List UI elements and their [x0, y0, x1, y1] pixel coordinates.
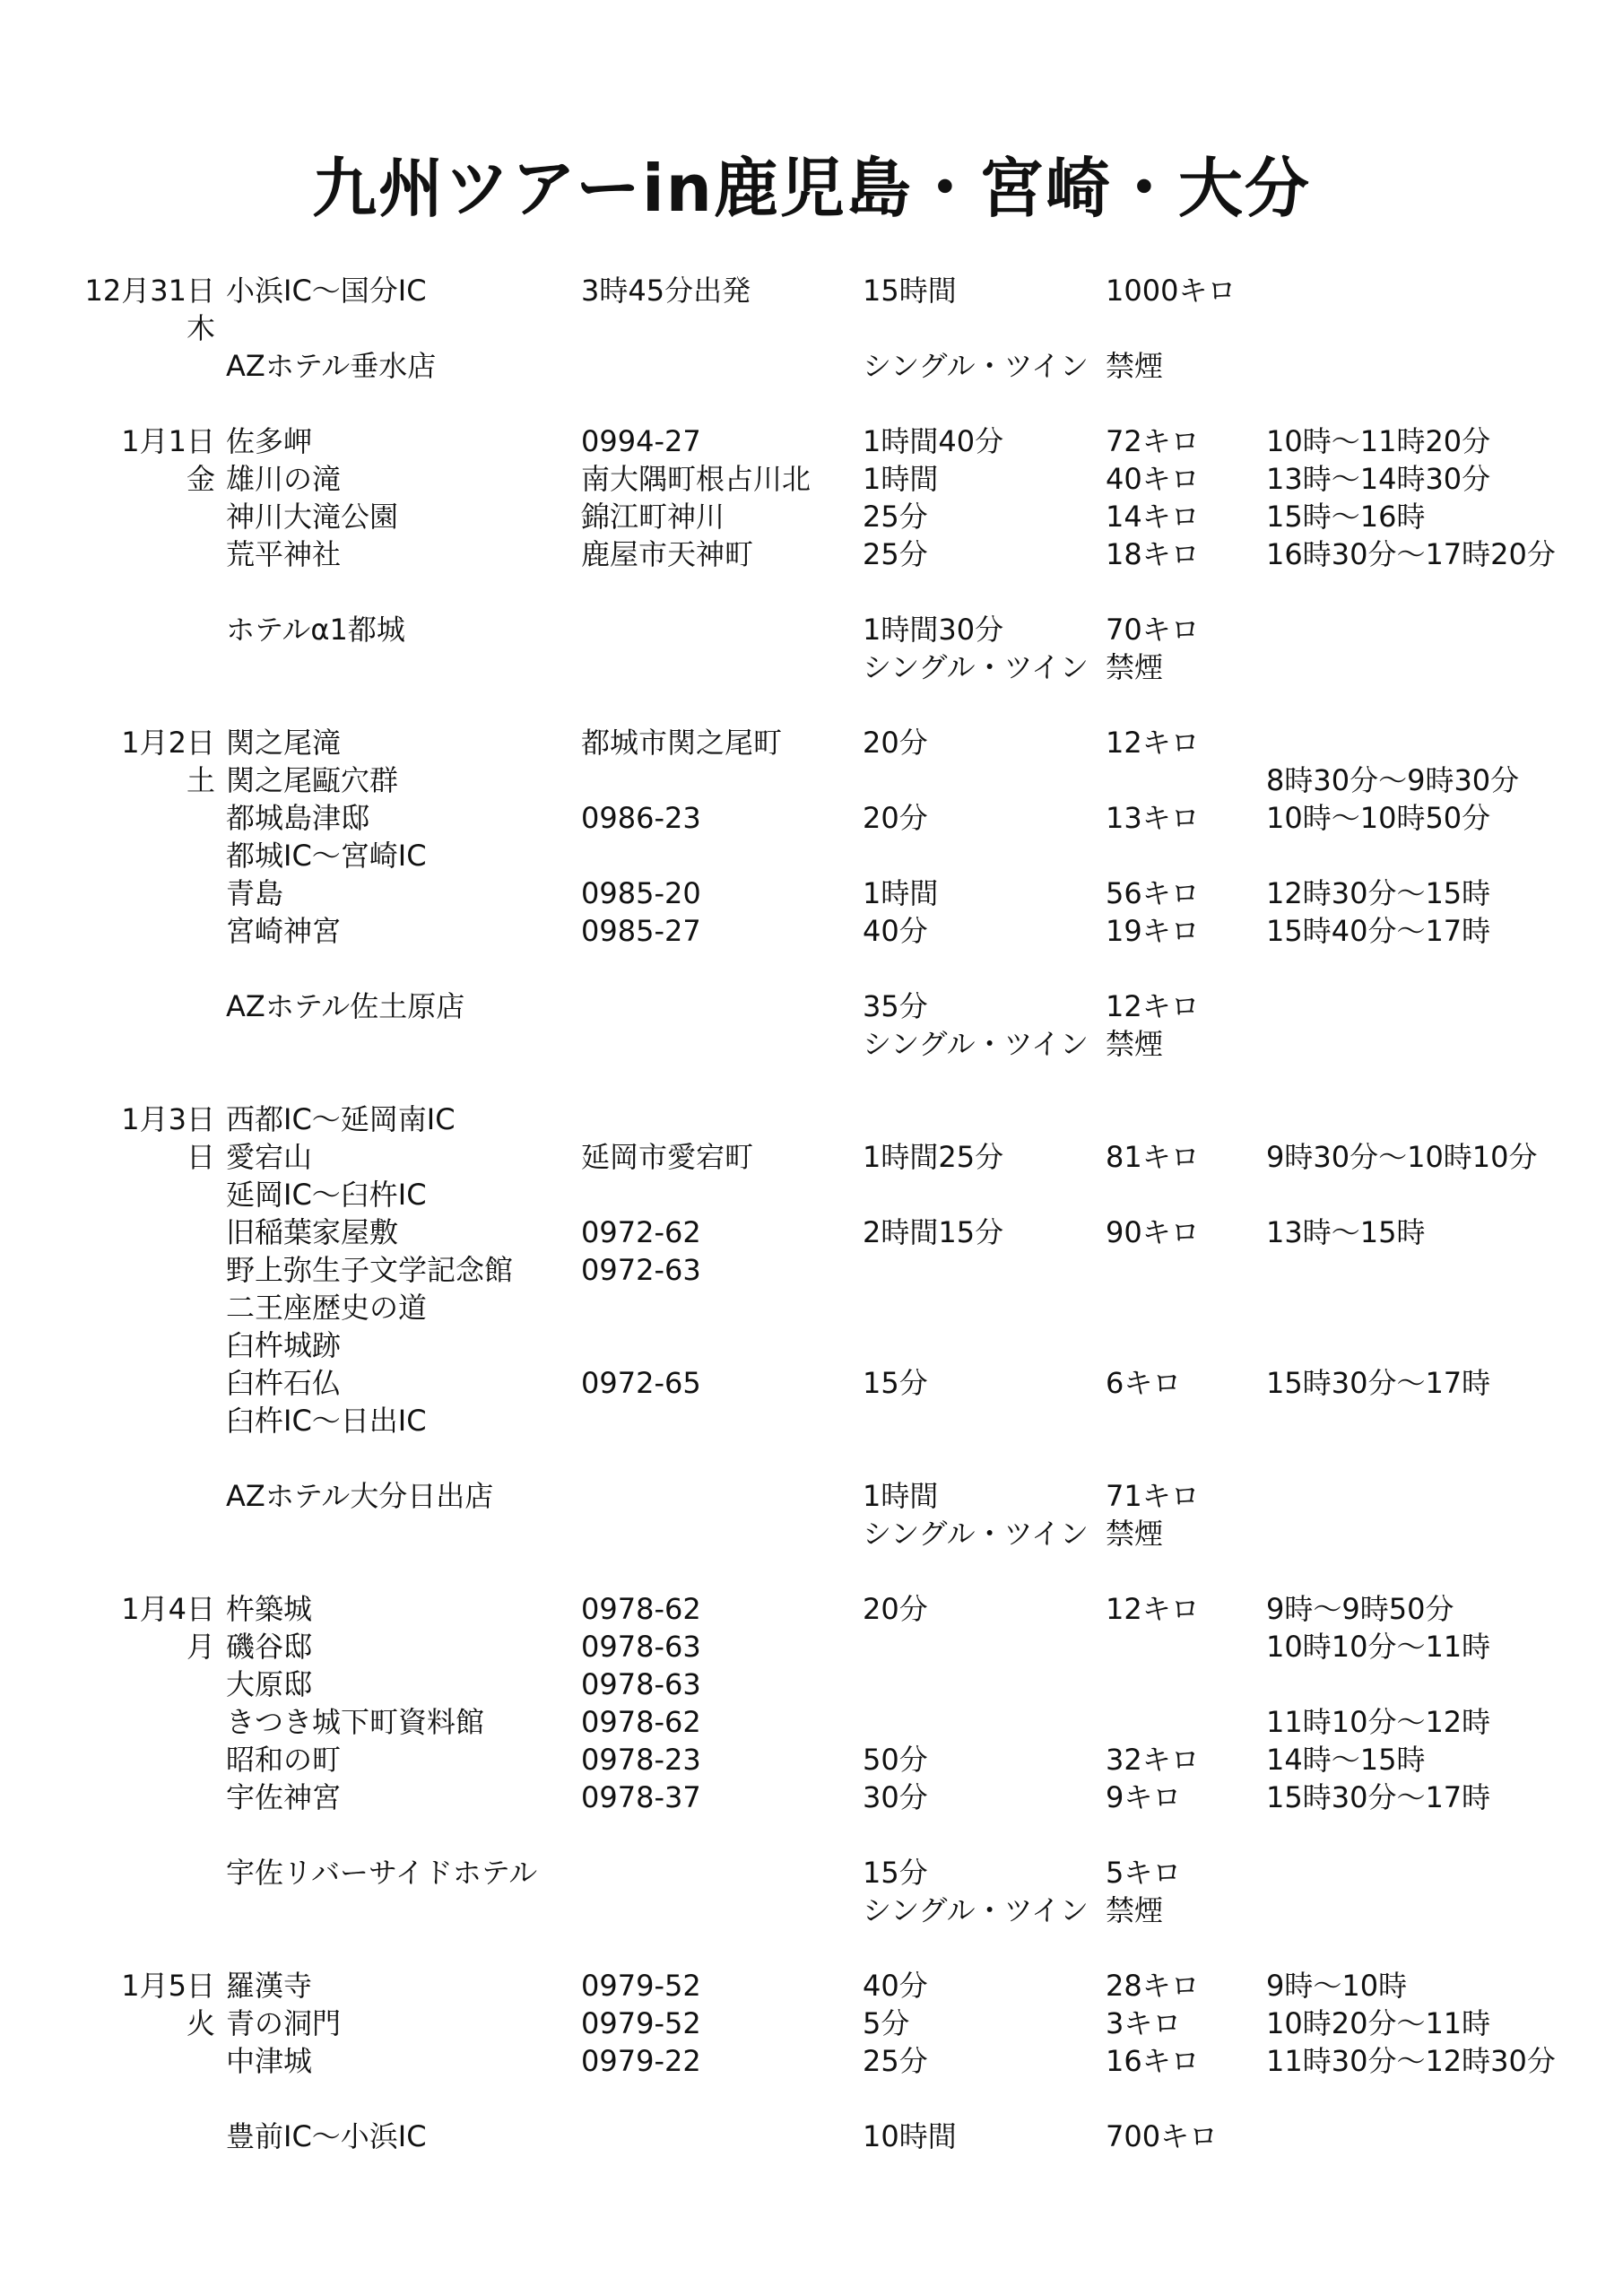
info-cell: 0979-22 [581, 2044, 701, 2078]
duration-cell: 2時間15分 [863, 1215, 1004, 1249]
place-cell: 雄川の滝 [226, 462, 342, 496]
distance-cell: 禁煙 [1106, 650, 1164, 684]
duration-cell: 1時間30分 [863, 613, 1004, 647]
place-cell: 神川大滝公園 [226, 500, 399, 534]
itinerary-row [0, 837, 1623, 874]
hours-cell: 9時～10時 [1266, 1969, 1408, 2003]
itinerary-row [0, 1779, 1623, 1816]
distance-cell: 5キロ [1106, 1856, 1182, 1890]
hours-cell: 15時～16時 [1266, 500, 1426, 534]
duration-cell: 25分 [863, 537, 928, 571]
info-cell: 錦江町神川 [581, 500, 725, 534]
itinerary-row [0, 1590, 1623, 1628]
distance-cell: 12キロ [1106, 1592, 1200, 1626]
place-cell: 臼杵石仏 [226, 1366, 342, 1400]
distance-cell: 71キロ [1106, 1479, 1200, 1513]
hours-cell: 15時40分～17時 [1266, 914, 1491, 948]
distance-cell: 3キロ [1106, 2006, 1182, 2040]
distance-cell: 90キロ [1106, 1215, 1200, 1249]
hours-cell: 10時10分～11時 [1266, 1630, 1491, 1664]
itinerary-row [0, 1515, 1623, 1552]
info-cell: 0986-23 [581, 801, 701, 835]
distance-cell: 禁煙 [1106, 1893, 1164, 1927]
day-cell: 1月3日 [121, 1102, 215, 1136]
place-cell: 宇佐神宮 [226, 1780, 342, 1814]
info-cell: 0985-27 [581, 914, 701, 948]
duration-cell: 20分 [863, 1592, 928, 1626]
itinerary-row [0, 1477, 1623, 1515]
duration-cell: 20分 [863, 726, 928, 760]
distance-cell: 1000キロ [1106, 274, 1237, 308]
info-cell: 0972-62 [581, 1215, 701, 1249]
duration-cell: シングル・ツイン [863, 1517, 1089, 1551]
duration-cell: 1時間 [863, 876, 939, 910]
duration-cell: 40分 [863, 1969, 928, 2003]
place-cell: きつき城下町資料館 [226, 1705, 485, 1739]
place-cell: 小浜IC～国分IC [226, 274, 427, 308]
place-cell: 佐多岬 [226, 424, 313, 458]
place-cell: 宮崎神宮 [226, 914, 342, 948]
distance-cell: 12キロ [1106, 726, 1200, 760]
place-cell: 旧稲葉家屋敷 [226, 1215, 399, 1249]
place-cell: 昭和の町 [226, 1743, 342, 1777]
itinerary-row [0, 1439, 1623, 1477]
info-cell: 南大隅町根占川北 [581, 462, 812, 496]
itinerary-row [0, 460, 1623, 498]
duration-cell: シングル・ツイン [863, 1893, 1089, 1927]
itinerary-row [0, 2005, 1623, 2042]
itinerary-row [0, 1063, 1623, 1100]
itinerary-row [0, 648, 1623, 686]
info-cell: 都城市関之尾町 [581, 726, 783, 760]
itinerary-row [0, 1665, 1623, 1703]
day-cell: 12月31日 [84, 274, 215, 308]
hours-cell: 10時20分～11時 [1266, 2006, 1491, 2040]
place-cell: 荒平神社 [226, 537, 342, 571]
distance-cell: 72キロ [1106, 424, 1200, 458]
itinerary-row [0, 1816, 1623, 1854]
duration-cell: シングル・ツイン [863, 650, 1089, 684]
itinerary-row [0, 761, 1623, 799]
place-cell: 都城島津邸 [226, 801, 370, 835]
duration-cell: 15時間 [863, 274, 957, 308]
itinerary-row [0, 498, 1623, 535]
distance-cell: 40キロ [1106, 462, 1200, 496]
itinerary-row [0, 272, 1623, 309]
itinerary-row [0, 1100, 1623, 1138]
duration-cell: シングル・ツイン [863, 349, 1089, 383]
itinerary-row [0, 2080, 1623, 2118]
duration-cell: 25分 [863, 2044, 928, 2078]
place-cell: 豊前IC～小浜IC [226, 2119, 427, 2153]
distance-cell: 81キロ [1106, 1140, 1200, 1174]
info-cell: 0979-52 [581, 1969, 701, 2003]
day-cell: 1月2日 [121, 726, 215, 760]
itinerary-row [0, 799, 1623, 837]
itinerary-row [0, 385, 1623, 422]
itinerary-row [0, 912, 1623, 950]
itinerary-row [0, 535, 1623, 573]
itinerary-row [0, 950, 1623, 987]
itinerary-row [0, 1929, 1623, 1967]
place-cell: 青の洞門 [226, 2006, 342, 2040]
day-cell: 土 [186, 763, 215, 797]
info-cell: 鹿屋市天神町 [581, 537, 754, 571]
place-cell: 都城IC～宮崎IC [226, 839, 427, 873]
page-title: 九州ツアーin鹿児島・宮崎・大分 [312, 151, 1311, 226]
day-cell: 1月4日 [121, 1592, 215, 1626]
info-cell: 0978-63 [581, 1630, 701, 1664]
duration-cell: 15分 [863, 1856, 928, 1890]
duration-cell: 40分 [863, 914, 928, 948]
itinerary-row [0, 1854, 1623, 1892]
place-cell: 関之尾甌穴群 [226, 763, 399, 797]
place-cell: 杵築城 [226, 1592, 313, 1626]
itinerary-row [0, 724, 1623, 761]
itinerary-row [0, 1703, 1623, 1741]
itinerary-row [0, 1176, 1623, 1213]
place-cell: 関之尾滝 [226, 726, 342, 760]
itinerary-row [0, 1402, 1623, 1439]
distance-cell: 9キロ [1106, 1780, 1182, 1814]
itinerary-row [0, 1025, 1623, 1063]
itinerary-row [0, 347, 1623, 385]
duration-cell: 25分 [863, 500, 928, 534]
itinerary-row [0, 2042, 1623, 2080]
info-cell: 0978-62 [581, 1592, 701, 1626]
hours-cell: 12時30分～15時 [1266, 876, 1491, 910]
duration-cell: 5分 [863, 2006, 910, 2040]
place-cell: 中津城 [226, 2044, 313, 2078]
itinerary-row [0, 1552, 1623, 1590]
place-cell: 延岡IC～臼杵IC [226, 1178, 427, 1212]
info-cell: 0972-63 [581, 1253, 701, 1287]
hours-cell: 16時30分～17時20分 [1266, 537, 1556, 571]
hours-cell: 10時～11時20分 [1266, 424, 1491, 458]
duration-cell: 1時間40分 [863, 424, 1004, 458]
place-cell: 野上弥生子文学記念館 [226, 1253, 514, 1287]
day-cell: 1月1日 [121, 424, 215, 458]
info-cell: 0978-62 [581, 1705, 701, 1739]
distance-cell: 32キロ [1106, 1743, 1200, 1777]
itinerary-row [0, 1967, 1623, 2005]
place-cell: 青島 [226, 876, 284, 910]
distance-cell: 12キロ [1106, 989, 1200, 1023]
duration-cell: 30分 [863, 1780, 928, 1814]
day-cell: 木 [186, 311, 215, 345]
itinerary-row [0, 422, 1623, 460]
duration-cell: 10時間 [863, 2119, 957, 2153]
distance-cell: 18キロ [1106, 537, 1200, 571]
duration-cell: 1時間 [863, 1479, 939, 1513]
hours-cell: 8時30分～9時30分 [1266, 763, 1520, 797]
hours-cell: 10時～10時50分 [1266, 801, 1491, 835]
info-cell: 0978-23 [581, 1743, 701, 1777]
itinerary-row [0, 1289, 1623, 1326]
distance-cell: 6キロ [1106, 1366, 1182, 1400]
hours-cell: 9時30分～10時10分 [1266, 1140, 1538, 1174]
info-cell: 0979-52 [581, 2006, 701, 2040]
place-cell: AZホテル佐土原店 [226, 989, 465, 1023]
itinerary-row [0, 309, 1623, 347]
duration-cell: シングル・ツイン [863, 1027, 1089, 1061]
itinerary-row [0, 1138, 1623, 1176]
place-cell: 臼杵城跡 [226, 1328, 342, 1362]
distance-cell: 70キロ [1106, 613, 1200, 647]
info-cell: 3時45分出発 [581, 274, 751, 308]
itinerary-row [0, 874, 1623, 912]
distance-cell: 700キロ [1106, 2119, 1219, 2153]
itinerary-table [0, 272, 1623, 2155]
duration-cell: 20分 [863, 801, 928, 835]
duration-cell: 35分 [863, 989, 928, 1023]
info-cell: 0978-37 [581, 1780, 701, 1814]
place-cell: 臼杵IC～日出IC [226, 1404, 427, 1438]
day-cell: 1月5日 [121, 1969, 215, 2003]
duration-cell: 1時間 [863, 462, 939, 496]
place-cell: AZホテル大分日出店 [226, 1479, 494, 1513]
itinerary-row [0, 573, 1623, 611]
hours-cell: 14時～15時 [1266, 1743, 1426, 1777]
itinerary-row [0, 1326, 1623, 1364]
distance-cell: 禁煙 [1106, 1517, 1164, 1551]
info-cell: 延岡市愛宕町 [581, 1140, 754, 1174]
itinerary-row [0, 1364, 1623, 1402]
day-cell: 月 [186, 1630, 215, 1664]
hours-cell: 13時～15時 [1266, 1215, 1426, 1249]
itinerary-row [0, 1892, 1623, 1929]
itinerary-row [0, 987, 1623, 1025]
place-cell: 宇佐リバーサイドホテル [226, 1856, 538, 1890]
place-cell: AZホテル垂水店 [226, 349, 437, 383]
day-cell: 日 [186, 1140, 215, 1174]
hours-cell: 11時10分～12時 [1266, 1705, 1491, 1739]
info-cell: 0985-20 [581, 876, 701, 910]
distance-cell: 28キロ [1106, 1969, 1200, 2003]
distance-cell: 19キロ [1106, 914, 1200, 948]
distance-cell: 禁煙 [1106, 349, 1164, 383]
itinerary-row [0, 2118, 1623, 2155]
itinerary-row [0, 686, 1623, 724]
place-cell: 西都IC～延岡南IC [226, 1102, 456, 1136]
itinerary-row [0, 1628, 1623, 1665]
day-cell: 金 [186, 462, 215, 496]
duration-cell: 50分 [863, 1743, 928, 1777]
distance-cell: 13キロ [1106, 801, 1200, 835]
info-cell: 0972-65 [581, 1366, 701, 1400]
itinerary-row [0, 1741, 1623, 1779]
place-cell: 二王座歴史の道 [226, 1291, 428, 1325]
day-cell: 火 [186, 2006, 215, 2040]
distance-cell: 14キロ [1106, 500, 1200, 534]
itinerary-row [0, 1213, 1623, 1251]
hours-cell: 15時30分～17時 [1266, 1780, 1491, 1814]
place-cell: ホテルα1都城 [226, 613, 405, 647]
place-cell: 羅漢寺 [226, 1969, 313, 2003]
hours-cell: 9時～9時50分 [1266, 1592, 1454, 1626]
place-cell: 磯谷邸 [226, 1630, 313, 1664]
info-cell: 0994-27 [581, 424, 701, 458]
duration-cell: 15分 [863, 1366, 928, 1400]
itinerary-row [0, 611, 1623, 648]
distance-cell: 56キロ [1106, 876, 1200, 910]
hours-cell: 13時～14時30分 [1266, 462, 1491, 496]
distance-cell: 16キロ [1106, 2044, 1200, 2078]
hours-cell: 11時30分～12時30分 [1266, 2044, 1556, 2078]
duration-cell: 1時間25分 [863, 1140, 1004, 1174]
distance-cell: 禁煙 [1106, 1027, 1164, 1061]
hours-cell: 15時30分～17時 [1266, 1366, 1491, 1400]
place-cell: 愛宕山 [226, 1140, 313, 1174]
info-cell: 0978-63 [581, 1667, 701, 1701]
place-cell: 大原邸 [226, 1667, 313, 1701]
itinerary-row [0, 1251, 1623, 1289]
